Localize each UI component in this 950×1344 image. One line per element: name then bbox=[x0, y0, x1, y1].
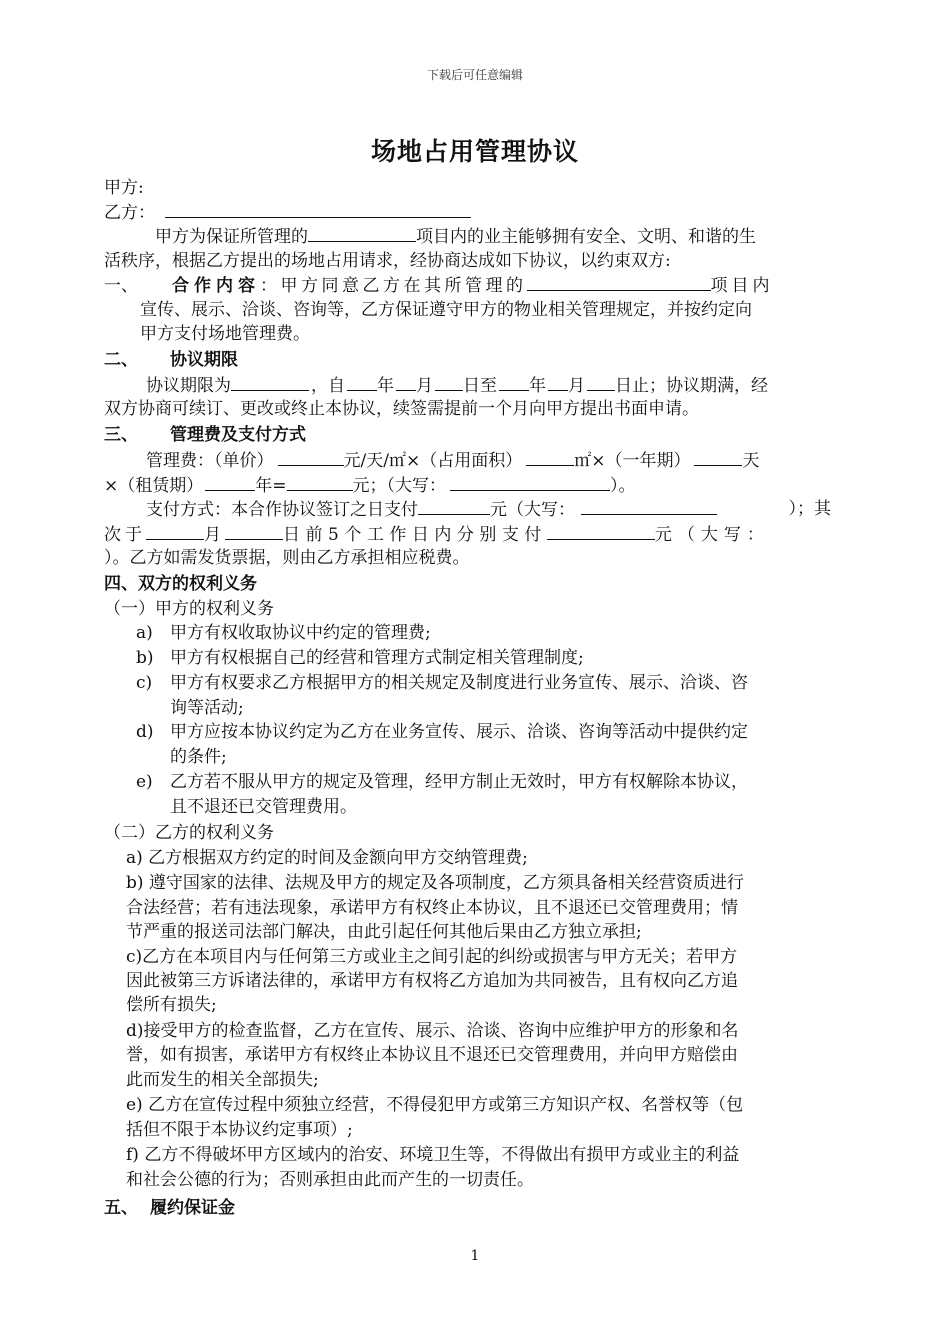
intro-text-b: 项目内的业主能够拥有安全、文明、和谐的生 bbox=[416, 227, 756, 247]
end-day-blank bbox=[587, 374, 615, 391]
party-a-item-label: e) bbox=[136, 772, 153, 792]
intro-line-1 bbox=[155, 225, 756, 248]
fee-line-2 bbox=[104, 474, 636, 497]
area-blank bbox=[526, 449, 574, 466]
section-2-line-1 bbox=[146, 374, 768, 397]
days-blank bbox=[694, 449, 742, 466]
total-amount-words-blank bbox=[450, 474, 610, 491]
party-b-rights-line: 括但不限于本协议约定事项）; bbox=[126, 1120, 353, 1140]
end-month-blank bbox=[548, 374, 568, 391]
party-a-item-text: 甲方有权收取协议中约定的管理费; bbox=[170, 623, 431, 643]
party-b-label: 乙方： bbox=[104, 203, 155, 223]
section-2-number: 二、 bbox=[104, 350, 138, 370]
party-b-rights-line: 因此被第三方诉诸法律的，承诺甲方有权将乙方追加为共同被告，且有权向乙方追 bbox=[126, 971, 738, 991]
section-1-heading: 合作内容 bbox=[172, 276, 260, 296]
party-b-rights-line: e) 乙方在宣传过程中须独立经营，不得侵犯甲方或第三方知识产权、名誉权等（包 bbox=[126, 1095, 744, 1115]
party-a-rights-heading: （一）甲方的权利义务 bbox=[104, 599, 274, 619]
fee-text-b: 元/天/㎡×（占用面积） bbox=[343, 451, 523, 471]
fee-text-d: 天 bbox=[742, 451, 760, 471]
document-title: 场地占用管理协议 bbox=[370, 137, 579, 166]
section-5-number: 五、 bbox=[104, 1198, 138, 1218]
fee-line-1 bbox=[146, 449, 759, 472]
later-payment-amount-blank bbox=[547, 523, 655, 540]
term-text-c: 年 bbox=[377, 376, 394, 396]
fee-text-c: ㎡×（一年期） bbox=[574, 451, 691, 471]
section-3-heading: 管理费及支付方式 bbox=[170, 425, 306, 445]
party-a-item-label: c) bbox=[136, 673, 153, 693]
intro-text-a: 甲方为保证所管理的 bbox=[155, 227, 308, 247]
party-a-item-text: 甲方应按本协议约定为乙方在业务宣传、展示、洽谈、咨询等活动中提供约定 bbox=[170, 722, 748, 742]
section-5-heading: 履约保证金 bbox=[150, 1198, 235, 1218]
party-b-blank bbox=[165, 201, 471, 218]
party-a-item-label: a) bbox=[136, 623, 153, 643]
party-b-rights-line: b) 遵守国家的法律、法规及甲方的规定及各项制度，乙方须具备相关经营资质进行 bbox=[126, 873, 744, 893]
section-4-heading: 四、双方的权利义务 bbox=[104, 574, 257, 594]
start-month-blank bbox=[396, 374, 416, 391]
term-text-h: 日止；协议期满，经 bbox=[615, 376, 768, 396]
section-5-heading-row bbox=[104, 1197, 235, 1219]
party-b-row bbox=[104, 201, 471, 224]
section-1-line-3: 甲方支付场地管理费。 bbox=[140, 324, 310, 344]
section-1-text-a: ：甲方同意乙方在其所管理的 bbox=[260, 276, 527, 296]
fee-text-f: 年= bbox=[255, 476, 287, 496]
party-b-rights-line: 合法经营；若有违法现象，承诺甲方有权终止本协议，且不退还已交管理费用；情 bbox=[126, 898, 738, 918]
fee-text-e: ×（租赁期） bbox=[104, 476, 204, 496]
party-b-rights-line: c)乙方在本项目内与任何第三方或业主之间引起的纠纷或损害与甲方无关；若甲方 bbox=[126, 947, 738, 967]
section-3-number: 三、 bbox=[104, 425, 138, 445]
party-a-item-text: 甲方有权根据自己的经营和管理方式制定相关管理制度; bbox=[170, 648, 584, 668]
payment-line-1 bbox=[146, 498, 831, 521]
party-b-rights-line: 和社会公德的行为；否则承担由此而产生的一切责任。 bbox=[126, 1170, 534, 1190]
party-b-rights-line: 节严重的报送司法部门解决，由此引起任何其他后果由乙方独立承担; bbox=[126, 922, 642, 942]
section-2-line-2: 双方协商可续订、更改或终止本协议，续签需提前一个月向甲方提出书面申请。 bbox=[104, 399, 699, 419]
first-payment-blank bbox=[418, 498, 490, 515]
later-payment-day-blank bbox=[225, 523, 283, 540]
term-text-d: 月 bbox=[416, 376, 433, 396]
section-2-heading: 协议期限 bbox=[170, 350, 238, 370]
party-b-rights-line: 偿所有损失; bbox=[126, 995, 217, 1015]
project-name-blank bbox=[308, 225, 416, 242]
payment-text-a: 支付方式：本合作协议签订之日支付 bbox=[146, 500, 418, 520]
start-year-blank bbox=[347, 374, 377, 391]
page-number: 1 bbox=[470, 1248, 480, 1264]
fee-text-h: ）。 bbox=[610, 476, 636, 496]
party-b-rights-line: f) 乙方不得破坏甲方区域内的治安、环境卫生等，不得做出有损甲方或业主的利益 bbox=[126, 1145, 740, 1165]
fee-text-g: 元；（大写： bbox=[352, 476, 446, 496]
start-day-blank bbox=[435, 374, 463, 391]
party-b-rights-line: d)接受甲方的检查监督，乙方在宣传、展示、洽谈、咨询中应维护甲方的形象和名 bbox=[126, 1021, 739, 1041]
payment-line-2 bbox=[104, 523, 831, 546]
party-a-label: 甲方: bbox=[104, 178, 144, 198]
fee-text-a: 管理费：（单价） bbox=[146, 451, 274, 471]
term-text-b: ，自 bbox=[311, 376, 345, 396]
term-text-f: 年 bbox=[529, 376, 546, 396]
payment-line-3: ）。乙方如需发货票据，则由乙方承担相应税费。 bbox=[104, 548, 470, 568]
section-1-project-blank bbox=[527, 274, 711, 291]
party-b-rights-line: 誉，如有损害，承诺甲方有权终止本协议且不退还已交管理费用，并向甲方赔偿由 bbox=[126, 1045, 738, 1065]
party-b-rights-line: 此而发生的相关全部损失; bbox=[126, 1070, 319, 1090]
party-a-item-text: 的条件; bbox=[170, 747, 227, 767]
party-b-rights-heading: （二）乙方的权利义务 bbox=[104, 823, 274, 843]
party-b-rights-line: a) 乙方根据双方约定的时间及金额向甲方交纳管理费; bbox=[126, 848, 528, 868]
term-text-g: 月 bbox=[568, 376, 585, 396]
section-1-number: 一、 bbox=[104, 276, 138, 296]
header-note: 下载后可任意编辑 bbox=[426, 68, 523, 82]
party-a-item-label: d) bbox=[136, 722, 154, 742]
unit-price-blank bbox=[278, 449, 344, 466]
payment-text-d: 次于 bbox=[104, 525, 146, 545]
section-2-heading-row bbox=[104, 349, 238, 371]
party-a-item-text: 且不退还已交管理费用。 bbox=[170, 797, 357, 817]
section-1-line-1 bbox=[104, 274, 831, 297]
section-1-text-b: 项目内 bbox=[710, 276, 774, 296]
payment-text-c: ）；其 bbox=[788, 499, 831, 519]
term-text-e: 日至 bbox=[463, 376, 497, 396]
later-payment-month-blank bbox=[146, 523, 204, 540]
section-3-heading-row bbox=[104, 424, 306, 446]
payment-text-g: 元（大写： bbox=[654, 525, 770, 545]
payment-text-b: 元（大写： bbox=[490, 500, 575, 520]
party-a-item-text: 乙方若不服从甲方的规定及管理，经甲方制止无效时，甲方有权解除本协议， bbox=[170, 772, 748, 792]
party-a-item-label: b) bbox=[136, 648, 154, 668]
term-length-blank bbox=[231, 374, 309, 391]
first-payment-words-blank bbox=[581, 498, 717, 515]
term-text-a: 协议期限为 bbox=[146, 376, 231, 396]
total-amount-blank bbox=[287, 474, 353, 491]
lease-years-blank bbox=[205, 474, 255, 491]
end-year-blank bbox=[499, 374, 529, 391]
section-1-line-2: 宣传、展示、洽谈、咨询等，乙方保证遵守甲方的物业相关管理规定，并按约定向 bbox=[140, 300, 752, 320]
party-a-item-text: 甲方有权要求乙方根据甲方的相关规定及制度进行业务宣传、展示、洽谈、咨 bbox=[170, 673, 748, 693]
payment-text-e: 月 bbox=[204, 525, 225, 545]
party-a-item-text: 询等活动; bbox=[170, 698, 244, 718]
intro-line-2: 活秩序，根据乙方提出的场地占用请求，经协商达成如下协议，以约束双方: bbox=[104, 251, 671, 271]
payment-text-f: 日前5个工作日内分别支付 bbox=[283, 525, 547, 545]
